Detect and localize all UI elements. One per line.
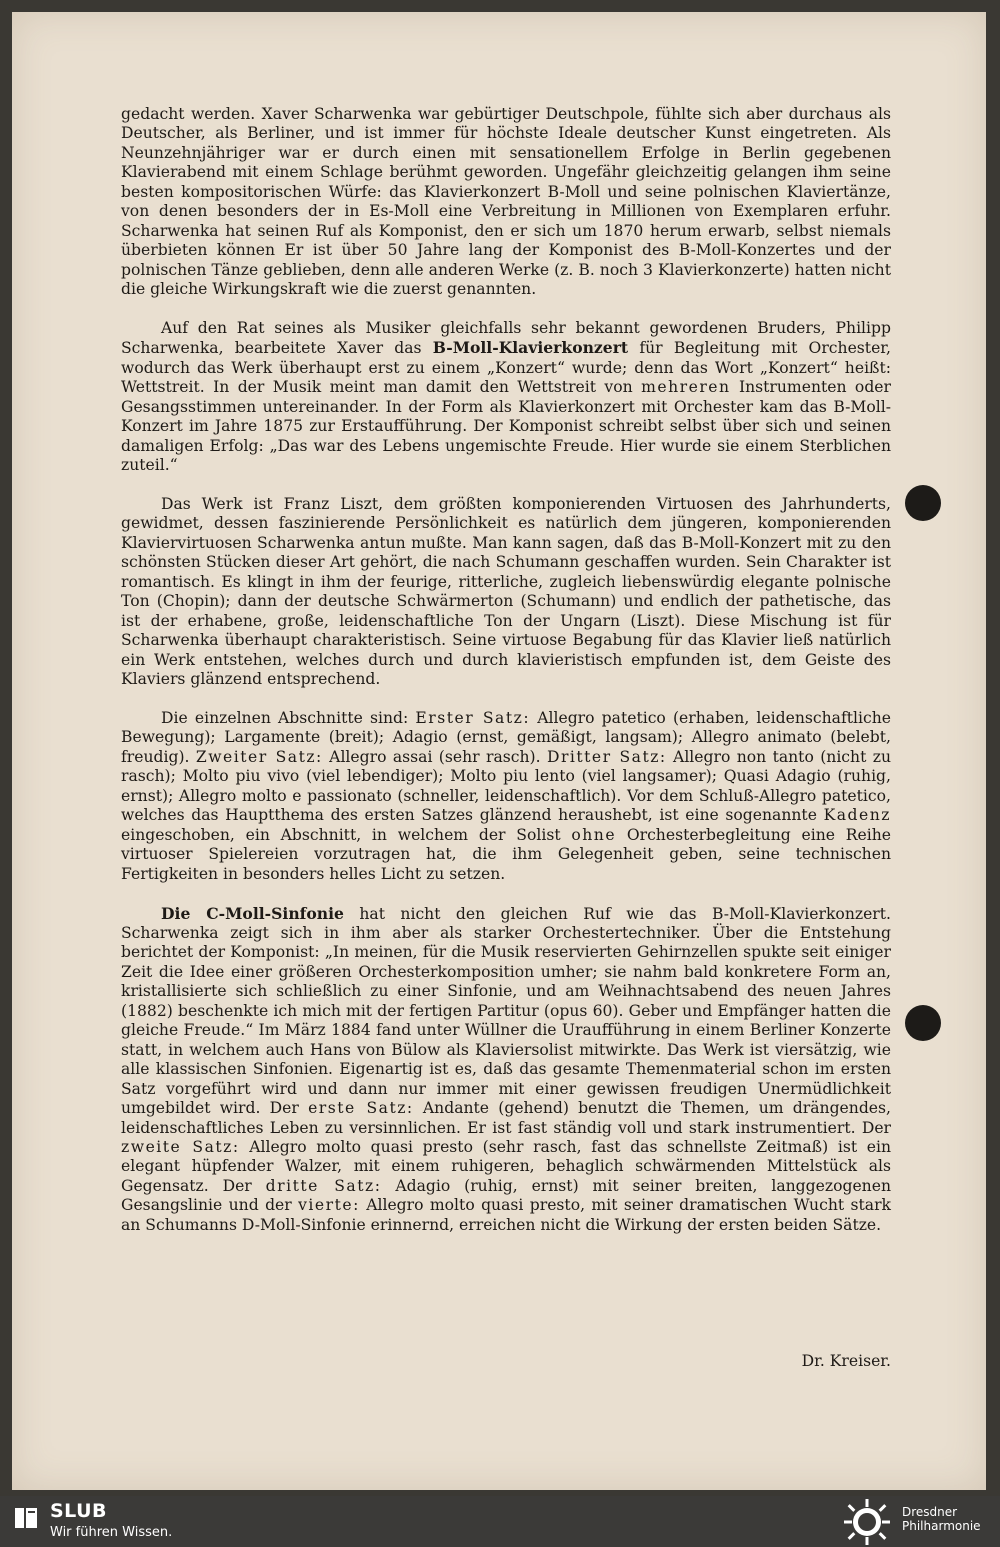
bold-term: B-Moll-Klavierkonzert [432,338,629,358]
spaced-term: Kadenz [823,806,891,825]
partner-name-line1: Dresdner [902,1505,958,1519]
spaced-term: dritte Satz: [265,1176,382,1195]
spaced-term: Zweiter Satz: [195,747,323,766]
dresdner-philharmonie-logo-icon[interactable] [840,1498,894,1546]
spaced-term: vierte: [298,1196,360,1215]
signature: Dr. Kreiser. [801,1352,891,1370]
spaced-term: erste Satz: [308,1099,414,1118]
partner-name-line2: Philharmonie [902,1519,981,1533]
text-run: Allegro non tanto (nicht zu rasch); Molto piu vivo (viel lebendiger); Molto piu lento (viel langsamer); Quasi Adagio (ruhig, ernst); Allegro molto e passionato (schneller, leidenschaftlich). Vor dem Schluß-Allegro patetico, welches das Hauptthema des ersten Satzes glänzend heraushebt, ist eine sogenannte [121,747,891,825]
text-run: eingeschoben, ein Abschnitt, in welchem der Solist [121,825,572,844]
spaced-term: Erster Satz: [415,709,531,727]
partner-name[interactable] [902,1505,981,1533]
spaced-term: ohne [571,825,617,844]
text-run: Instrumenten oder Gesangsstimmen untereinander. In der Form als Klavierkonzert mit Orchester kam das B-Moll-Konzert im Jahre 1875 zur Erstaufführung. Der Komponist schreibt selbst über sich und seinen damaligen Erfolg: „Das war des Lebens ungemischte Freude. Hier wurde sie einem Sterblichen zuteil.“ [121,378,891,475]
text-run: Allegro patetico (erhaben, leidenschaftliche Bewegung); Largamente (breit); Adagio (ernst, gemäßigt, langsam); Allegro animato (belebt, freudig). [121,709,891,766]
paragraph-1: gedacht werden. Xaver Scharwenka war gebürtiger Deutschpole, fühlte sich aber durchaus als Deutscher, als Berliner, und ist immer für höchste Ideale deutscher Kunst eingetreten. Als Neunzehnjähriger war er durch einen mit sensationellem Erfolge in Berlin gegebenen Klavierabend mit einem Schlage berühmt geworden. Ungefähr gleichzeitig gelangen ihm seine besten kompositorischen Würfe: das Klavierkonzert B-Moll und seine polnischen Klaviertänze, von denen besonders der in Es-Moll eine Verbreitung in Millionen von Exemplaren erfuhr. Scharwenka hat seinen Ruf als Komponist, den er sich um 1870 herum erwarb, selbst niemals überbieten können Er ist über 50 Jahre lang der Komponist des B-Moll-Konzertes und der polnischen Tänze geblieben, denn alle anderen Werke (z. B. noch 3 Klavierkonzerte) hatten nicht die gleiche Wirkungskraft wie die zuerst genannten. [121,105,891,299]
text-run: Allegro assai (sehr rasch). [322,747,547,766]
paragraph-3: Das Werk ist Franz Liszt, dem größten komponierenden Virtuosen des Jahrhunderts, gewidmet, dessen faszinierende Persönlichkeit es natürlich dem jüngeren, komponierenden Klaviervirtuosen Scharwenka antun mußte. Man kann sagen, daß das B-Moll-Konzert mit zu den schönsten Stücken dieser Art gehört, die nach Schumann geschaffen wurden. Sein Charakter ist romantisch. Es klingt in ihm der feurige, ritterliche, zugleich liebenswürdig elegante polnische Ton (Chopin); dann der deutsche Schwärmerton (Schumann) und endlich der pathetische, das ist der erhabene, große, leidenschaftliche Ton der Ungarn (Liszt). Diese Mischung ist für Scharwenka überhaupt charakteristisch. Seine virtuose Begabung für das Klavier ließ natürlich ein Werk entstehen, welches durch und durch klavieristisch empfunden ist, dem Geiste des Klaviers glänzend entsprechend. [121,495,891,689]
text-run: Die einzelnen Abschnitte sind: [161,709,416,727]
paragraph-5 [121,904,891,1236]
spaced-term: mehreren [641,378,731,397]
text-run: Allegro molto quasi presto, mit seiner dramatischen Wucht stark an Schumanns D-Moll-Sinfonie erinnernd, erreichen nicht die Wirkung der ersten beiden Sätze. [121,1196,891,1234]
slub-name[interactable]: SLUB [50,1500,108,1522]
text-run: für Begleitung mit Orchester, wodurch das Werk überhaupt erst zu einem „Konzert“ wurde; denn das Wort „Konzert“ heißt: Wettstreit. In der Musik meint man damit den Wettstreit von [121,339,891,397]
bold-term: Die C-Moll-Sinfonie [161,903,344,923]
text-run: Orchesterbegleitung eine Reihe virtuoser Spielereien vorzutragen hat, die ihm Gelegenheit geben, seine technischen Fertigkeiten in besonders helles Licht zu setzen. [121,825,891,883]
text-run: Andante (gehend) benutzt die Themen, um drängendes, leidenschaftliches Leben zu versinnlichen. Er ist fast ständig voll und stark instrumentiert. Der [121,1099,891,1137]
paragraph-4 [121,709,891,884]
punch-hole [905,485,941,521]
spaced-term: Dritter Satz: [546,747,667,766]
slub-tagline: Wir führen Wissen. [50,1525,173,1540]
text-run: Auf den Rat seines als Musiker gleichfalls sehr bekannt gewordenen Bruders, Philipp Scharwenka, bearbeitete Xaver das [121,318,891,358]
spaced-term: zweite Satz: [121,1137,240,1156]
text-run: Adagio (ruhig, ernst) mit seiner breiten, langgezogenen Gesangslinie und der [121,1176,891,1215]
document-body [121,105,891,1255]
slub-logo-icon[interactable] [13,1505,39,1531]
paragraph-2 [121,319,891,476]
punch-hole [905,1005,941,1041]
text-run: hat nicht den gleichen Ruf wie das B-Moll-Klavierkonzert. Scharwenka zeigt sich in ihm aber als starker Orchestertechniker. Über die Entstehung berichtet der Komponist: „In meinen, für die Musik reservierten Gehirnzellen spukte seit einiger Zeit die Idee einer größeren Orchesterkomposition umher; sie nahm bald konkretere Form an, kristallisierte sich schließlich zu einer Sinfonie, und am Weihnachtsabend des neuen Jahres (1882) beschenkte ich mich mit der fertigen Partitur (opus 60). Geber und Empfänger hatten die gleiche Freude.“ Im März 1884 fand unter Wüllner die Uraufführung in einem Berliner Konzerte statt, in welchem auch Hans von Bülow als Klaviersolist mitwirkte. Das Werk ist viersätzig, wie alle klassischen Sinfonien. Eigenartig ist es, daß das gesamte Themenmaterial schon im ersten Satz vorgeführt wird und dann nur immer mit einer gewissen freudigen Unermüdlichkeit umgebildet wird. Der [121,904,891,1118]
footer-bar [0,1496,1000,1547]
text-run: Allegro molto quasi presto (sehr rasch, fast das schnellste Zeitmaß) ist ein elegant hüpfender Walzer, mit einem ruhigeren, behaglich schwärmenden Mittelstück als Gegensatz. Der [121,1137,891,1195]
